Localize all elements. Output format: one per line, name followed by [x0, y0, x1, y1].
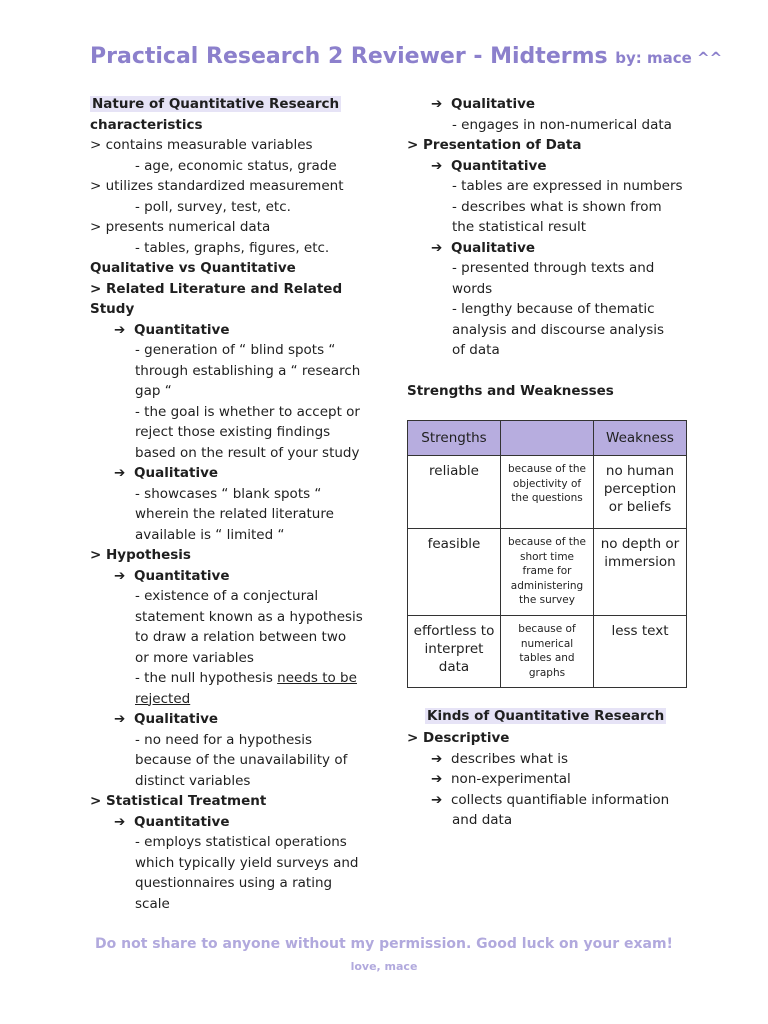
char-2-detail: - poll, survey, test, etc. — [135, 198, 291, 215]
arrow-icon: ➔ — [431, 791, 443, 808]
header-weakness: Weakness — [594, 421, 687, 456]
top-qual-label: Qualitative — [451, 96, 536, 112]
pres-quant-label: Quantitative — [451, 157, 547, 174]
hyp-quant-label: Quantitative — [134, 567, 230, 584]
table-row — [408, 616, 687, 688]
rl-qual-line: available is “ limited “ — [135, 526, 285, 543]
rl-quant-line: - generation of “ blind spots “ — [135, 342, 336, 358]
cell-reason: because of the objectivity of the questions — [501, 456, 594, 529]
char-1-detail: - age, economic status, grade — [135, 157, 337, 174]
left-column — [90, 94, 390, 914]
char-2: > utilizes standardized measurement — [90, 178, 344, 194]
strengths-weaknesses-table — [407, 420, 687, 688]
arrow-icon: ➔ — [114, 321, 126, 338]
arrow-icon: ➔ — [431, 771, 443, 787]
arrow-icon: ➔ — [431, 96, 443, 112]
arrow-icon: ➔ — [114, 465, 126, 481]
pres-qual-line: - lengthy because of thematic — [452, 301, 655, 317]
arrow-icon: ➔ — [431, 239, 443, 256]
pres-quant-line: - tables are expressed in numbers — [452, 178, 683, 194]
kinds-item: collects quantifiable information — [451, 791, 670, 808]
char-1: > contains measurable variables — [90, 137, 313, 153]
arrow-icon: ➔ — [114, 711, 126, 727]
cell-strength: effortless to interpret data — [408, 616, 501, 688]
hyp-qual-line: because of the unavailability of — [135, 752, 348, 768]
cell-weakness: less text — [594, 616, 687, 688]
rl-qual-line: wherein the related literature — [135, 506, 334, 522]
footer-signature: love, mace — [350, 960, 418, 973]
pres-qual-line: of data — [452, 342, 500, 358]
rl-quant-line: through establishing a “ research — [135, 362, 361, 379]
related-lit-heading: > Related Literature and Related — [90, 280, 343, 297]
header-blank — [501, 421, 594, 456]
characteristics-label: characteristics — [90, 116, 203, 133]
qual-vs-quant-heading: Qualitative vs Quantitative — [90, 260, 296, 276]
pres-quant-line: - describes what is shown from — [452, 198, 662, 215]
pres-qual-line: words — [452, 280, 493, 297]
arrow-icon: ➔ — [114, 813, 126, 830]
right-column — [407, 94, 697, 401]
page-title — [90, 44, 722, 69]
rl-qual-label: Qualitative — [134, 465, 219, 481]
stat-quant-line: which typically yield surveys and — [135, 854, 359, 871]
table-row — [408, 456, 687, 529]
rl-quant-line: reject those existing findings — [135, 424, 331, 440]
char-3: > presents numerical data — [90, 219, 271, 235]
rl-quant-line: based on the result of your study — [135, 444, 360, 461]
pres-qual-label: Qualitative — [451, 239, 536, 256]
hypothesis-heading: > Hypothesis — [90, 547, 191, 563]
arrow-icon: ➔ — [431, 750, 443, 767]
title-author: by: mace ^^ — [615, 49, 723, 67]
pres-quant-line: the statistical result — [452, 219, 587, 235]
hyp-null-underlined-cont: rejected — [135, 690, 191, 707]
footer-notice: Do not share to anyone without my permission. Good luck on your exam! — [95, 936, 673, 952]
stat-quant-label: Quantitative — [134, 813, 230, 830]
kinds-item: describes what is — [451, 750, 569, 767]
cell-weakness: no depth or immersion — [594, 529, 687, 616]
presentation-heading: > Presentation of Data — [407, 137, 582, 153]
hyp-qual-line: distinct variables — [135, 772, 251, 789]
cell-reason: because of numerical tables and graphs — [501, 616, 594, 688]
pres-qual-line: analysis and discourse analysis — [452, 321, 665, 338]
nature-heading: Nature of Quantitative Research — [92, 96, 340, 112]
descriptive-heading: > Descriptive — [407, 730, 510, 746]
top-qual-line: - engages in non-numerical data — [452, 116, 672, 133]
pres-qual-line: - presented through texts and — [452, 260, 655, 276]
table-row — [408, 529, 687, 616]
arrow-icon: ➔ — [431, 157, 443, 174]
rl-quant-line: - the goal is whether to accept or — [135, 403, 360, 420]
kinds-list — [407, 728, 697, 831]
hyp-quant-line: statement known as a hypothesis — [135, 608, 363, 625]
hyp-quant-line: to draw a relation between two — [135, 629, 347, 645]
hyp-quant-line: or more variables — [135, 649, 254, 666]
kinds-item: non-experimental — [451, 771, 571, 787]
kinds-heading: Kinds of Quantitative Research — [427, 708, 665, 724]
header-strengths: Strengths — [408, 421, 501, 456]
related-lit-heading-cont: Study — [90, 301, 135, 317]
hyp-quant-line: - existence of a conjectural — [135, 588, 319, 604]
table-header-row — [408, 421, 687, 456]
cell-strength: feasible — [408, 529, 501, 616]
stat-quant-line: - employs statistical operations — [135, 834, 347, 850]
cell-weakness: no human perception or beliefs — [594, 456, 687, 529]
rl-quant-label: Quantitative — [134, 321, 230, 338]
stat-quant-line: scale — [135, 895, 170, 912]
char-3-detail: - tables, graphs, figures, etc. — [135, 239, 330, 256]
title-main: Practical Research 2 Reviewer - Midterms — [90, 44, 608, 69]
hyp-null-line — [90, 668, 390, 689]
stat-quant-line: questionnaires using a rating — [135, 875, 333, 891]
hyp-null-text: - the null hypothesis — [135, 670, 278, 686]
rl-quant-line: gap “ — [135, 383, 172, 399]
cell-strength: reliable — [408, 456, 501, 529]
hyp-qual-label: Qualitative — [134, 711, 219, 727]
kinds-item-cont: and data — [452, 812, 513, 828]
stat-treatment-heading: > Statistical Treatment — [90, 793, 267, 809]
arrow-icon: ➔ — [114, 567, 126, 584]
hyp-null-underlined: needs to be — [277, 670, 357, 686]
rl-qual-line: - showcases “ blank spots “ — [135, 485, 322, 502]
kinds-section — [425, 706, 666, 727]
hyp-qual-line: - no need for a hypothesis — [135, 731, 313, 748]
cell-reason: because of the short time frame for administering the survey — [501, 529, 594, 616]
strengths-weaknesses-heading: Strengths and Weaknesses — [407, 382, 614, 399]
